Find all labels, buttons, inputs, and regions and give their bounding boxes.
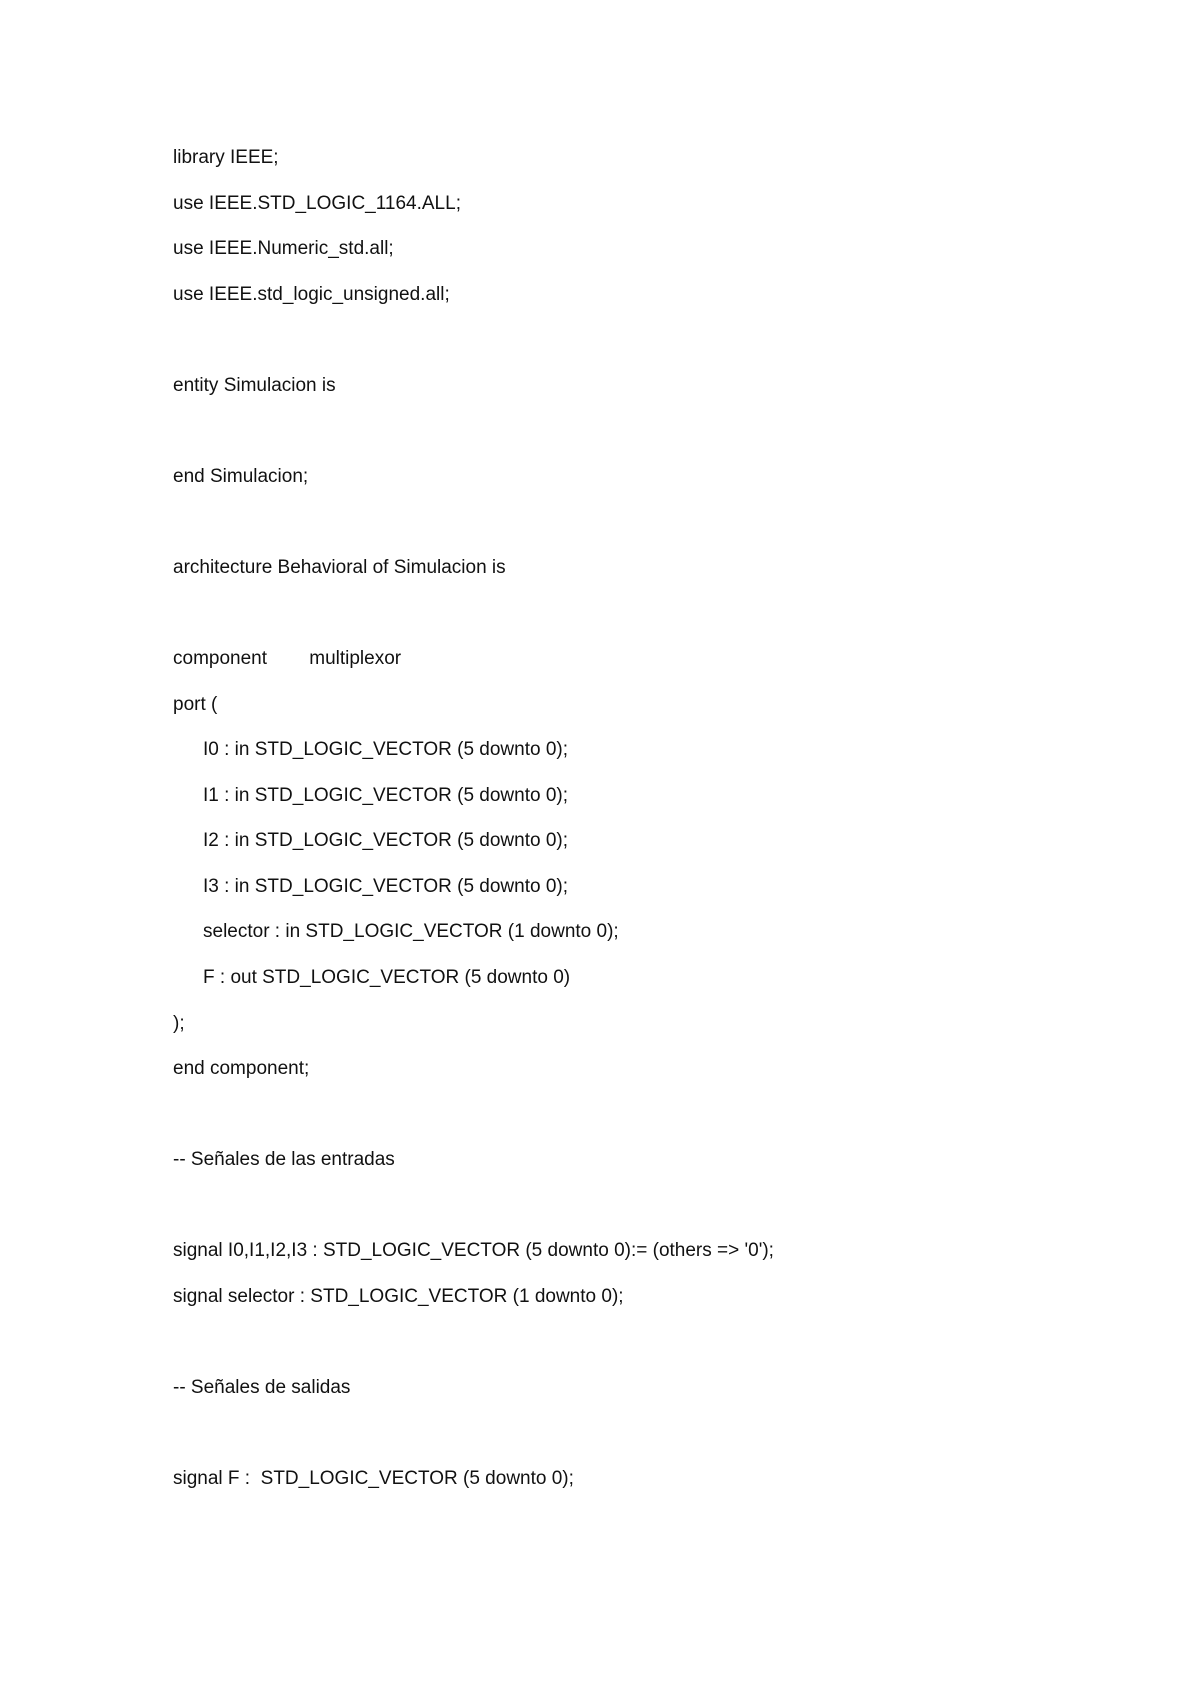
code-line-end-entity: end Simulacion;	[173, 466, 309, 487]
code-line-port-i1: I1 : in STD_LOGIC_VECTOR (5 downto 0);	[203, 785, 569, 806]
code-comment-inputs: -- Señales de las entradas	[173, 1149, 395, 1170]
code-line-port-i3: I3 : in STD_LOGIC_VECTOR (5 downto 0);	[203, 876, 569, 897]
code-line-signal-selector: signal selector : STD_LOGIC_VECTOR (1 downto 0);	[173, 1286, 624, 1307]
code-line-port-i2: I2 : in STD_LOGIC_VECTOR (5 downto 0);	[203, 830, 569, 851]
code-line-port-open: port (	[173, 694, 218, 715]
code-comment-outputs: -- Señales de salidas	[173, 1377, 351, 1398]
code-line-library: library IEEE;	[173, 147, 279, 168]
code-line-port-i0: I0 : in STD_LOGIC_VECTOR (5 downto 0);	[203, 739, 569, 760]
code-line-architecture: architecture Behavioral of Simulacion is	[173, 557, 506, 578]
code-line-port-close: );	[173, 1013, 185, 1034]
code-line-port-f: F : out STD_LOGIC_VECTOR (5 downto 0)	[203, 967, 571, 988]
code-line-use-unsigned: use IEEE.std_logic_unsigned.all;	[173, 284, 450, 305]
code-line-end-component: end component;	[173, 1058, 310, 1079]
code-line-signal-inputs: signal I0,I1,I2,I3 : STD_LOGIC_VECTOR (5 downto 0):= (others => '0');	[173, 1240, 774, 1261]
code-line-component: component multiplexor	[173, 648, 402, 669]
code-line-signal-f: signal F : STD_LOGIC_VECTOR (5 downto 0);	[173, 1468, 574, 1489]
code-line-port-selector: selector : in STD_LOGIC_VECTOR (1 downto 0);	[203, 921, 619, 942]
code-line-entity: entity Simulacion is	[173, 375, 336, 396]
code-line-use-numeric-std: use IEEE.Numeric_std.all;	[173, 238, 394, 259]
code-line-use-std-logic: use IEEE.STD_LOGIC_1164.ALL;	[173, 193, 461, 214]
